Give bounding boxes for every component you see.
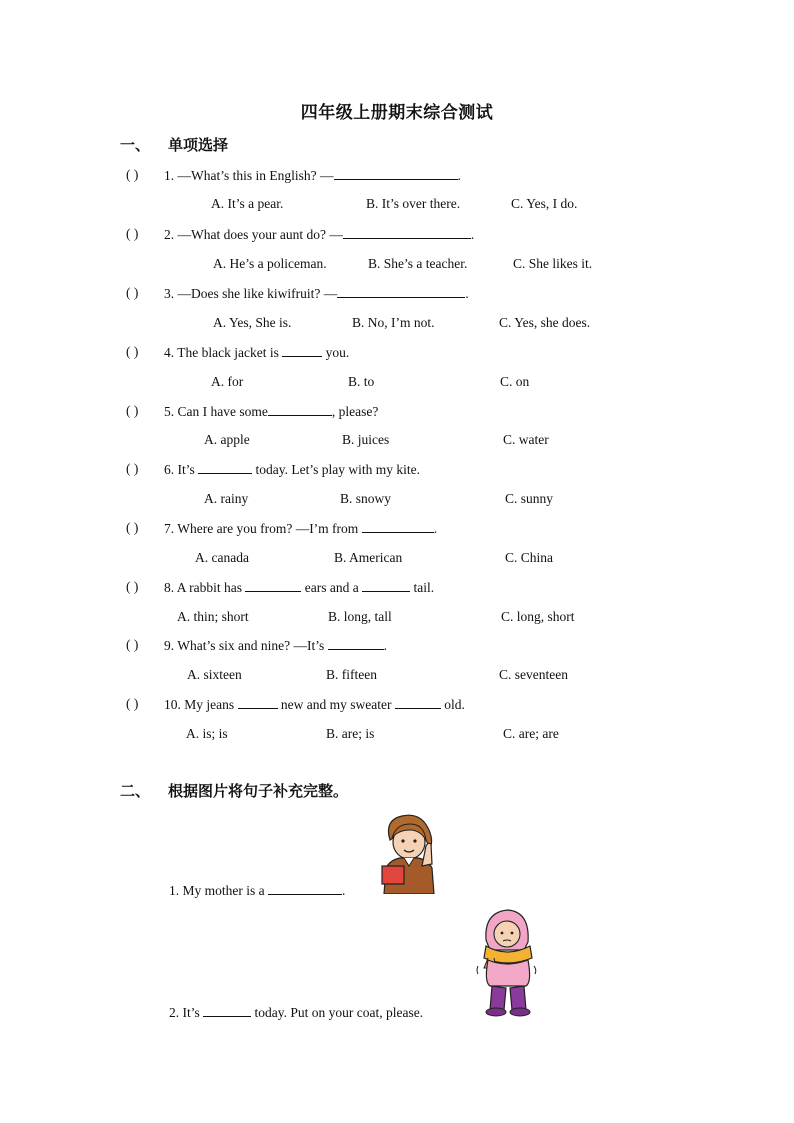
question-7: [126, 520, 686, 538]
option-b: B. to: [348, 374, 375, 389]
question-5: [126, 403, 686, 421]
question-middle: ears and a: [301, 580, 363, 595]
option-b: B. American: [334, 550, 403, 565]
cold-girl-illustration: [474, 906, 540, 1018]
option-b: B. are; is: [326, 726, 375, 741]
question-4: [126, 344, 686, 362]
option-b: B. juices: [342, 432, 390, 447]
option-c: C. Yes, she does.: [499, 315, 591, 330]
answer-bracket: ( ): [126, 226, 139, 241]
question-text: [164, 226, 474, 243]
question-text: [164, 403, 378, 420]
question-tail: .: [433, 521, 438, 536]
section-heading-2: [120, 780, 480, 800]
question-tail: .: [383, 638, 387, 653]
question-text: [164, 167, 461, 184]
question-stem: 2. —What does your aunt do? —: [164, 227, 343, 242]
question-tail: tail.: [410, 580, 435, 595]
question-text: [164, 461, 420, 478]
answer-bracket: ( ): [126, 167, 139, 182]
section-heading-1: [120, 134, 420, 154]
question-9: [126, 637, 686, 655]
answer-blank[interactable]: [328, 637, 384, 650]
option-c: C. She likes it.: [513, 256, 593, 271]
option-b: B. fifteen: [326, 667, 377, 682]
option-c: C. on: [500, 374, 530, 389]
answer-blank[interactable]: [198, 461, 252, 474]
answer-blank[interactable]: [245, 579, 301, 592]
section-number: 二、: [120, 782, 151, 800]
answer-bracket: ( ): [126, 285, 139, 300]
question-tail: .: [470, 227, 475, 242]
answer-blank[interactable]: [238, 696, 278, 709]
question-text: [164, 637, 387, 654]
sentence-stem: 1. My mother is a: [169, 883, 268, 898]
answer-blank[interactable]: [268, 403, 332, 416]
answer-bracket: ( ): [126, 344, 139, 359]
sentence-1: [169, 882, 345, 899]
question-stem: 6. It’s: [164, 462, 199, 477]
question-text: [164, 696, 465, 713]
option-b: B. No, I’m not.: [352, 315, 435, 330]
option-a: A. for: [211, 374, 244, 389]
question-tail: old.: [440, 697, 465, 712]
page-title: 四年级上册期末综合测试: [300, 103, 494, 123]
option-a: A. canada: [195, 550, 249, 565]
question-middle: new and my sweater: [277, 697, 395, 712]
answer-blank[interactable]: [334, 167, 458, 180]
option-a: A. rainy: [204, 491, 249, 506]
answer-blank[interactable]: [362, 579, 410, 592]
question-tail: you.: [322, 345, 350, 360]
option-a: A. thin; short: [177, 609, 249, 624]
sentence-tail: .: [342, 883, 346, 898]
option-c: C. long, short: [501, 609, 575, 624]
sentence-stem: 2. It’s: [169, 1005, 204, 1020]
option-b: B. She’s a teacher.: [368, 256, 468, 271]
answer-bracket: ( ): [126, 403, 139, 418]
option-c: C. water: [503, 432, 549, 447]
answer-blank[interactable]: [203, 1004, 251, 1017]
section-title: 根据图片将句子补充完整。: [168, 782, 349, 800]
answer-blank[interactable]: [343, 226, 471, 239]
question-stem: 1. —What’s this in English? —: [164, 168, 334, 183]
question-1: [126, 167, 686, 185]
option-a: A. is; is: [186, 726, 228, 741]
section-number: 一、: [120, 136, 151, 154]
option-b: B. snowy: [340, 491, 392, 506]
question-stem: 3. —Does she like kiwifruit? —: [164, 286, 338, 301]
question-text: [164, 285, 469, 302]
question-stem: 7. Where are you from? —I’m from: [164, 521, 362, 536]
question-10: [126, 696, 686, 714]
section-title: 单项选择: [168, 136, 229, 154]
question-6: [126, 461, 686, 479]
answer-bracket: ( ): [126, 696, 139, 711]
question-stem: 4. The black jacket is: [164, 345, 283, 360]
question-tail: .: [465, 286, 469, 301]
answer-bracket: ( ): [126, 637, 139, 652]
option-c: C. seventeen: [499, 667, 568, 682]
option-b: B. It’s over there.: [366, 196, 461, 211]
question-tail: , please?: [331, 404, 379, 419]
question-tail: .: [457, 168, 461, 183]
option-a: A. apple: [204, 432, 250, 447]
question-stem: 8. A rabbit has: [164, 580, 246, 595]
answer-blank[interactable]: [337, 285, 465, 298]
question-8: [126, 579, 686, 597]
answer-blank[interactable]: [362, 520, 434, 533]
question-stem: 5. Can I have some: [164, 404, 268, 419]
question-text: [164, 344, 349, 361]
question-text: [164, 579, 434, 596]
option-a: A. sixteen: [187, 667, 242, 682]
question-2: [126, 226, 686, 244]
option-b: B. long, tall: [328, 609, 392, 624]
answer-blank[interactable]: [395, 696, 441, 709]
question-tail: today. Let’s play with my kite.: [252, 462, 420, 477]
answer-bracket: ( ): [126, 579, 139, 594]
sentence-2: [169, 1004, 423, 1021]
answer-bracket: ( ): [126, 461, 139, 476]
sentence-tail: today. Put on your coat, please.: [251, 1005, 424, 1020]
option-a: A. Yes, She is.: [213, 315, 292, 330]
question-text: [164, 520, 437, 537]
question-3: [126, 285, 686, 303]
question-stem: 10. My jeans: [164, 697, 238, 712]
teacher-illustration: [376, 810, 440, 894]
answer-blank[interactable]: [268, 882, 342, 895]
option-c: C. China: [505, 550, 554, 565]
option-c: C. are; are: [503, 726, 559, 741]
option-a: A. It’s a pear.: [211, 196, 284, 211]
answer-bracket: ( ): [126, 520, 139, 535]
question-stem: 9. What’s six and nine? —It’s: [164, 638, 328, 653]
option-c: C. Yes, I do.: [511, 196, 578, 211]
answer-blank[interactable]: [282, 344, 322, 357]
option-c: C. sunny: [505, 491, 554, 506]
option-a: A. He’s a policeman.: [213, 256, 327, 271]
